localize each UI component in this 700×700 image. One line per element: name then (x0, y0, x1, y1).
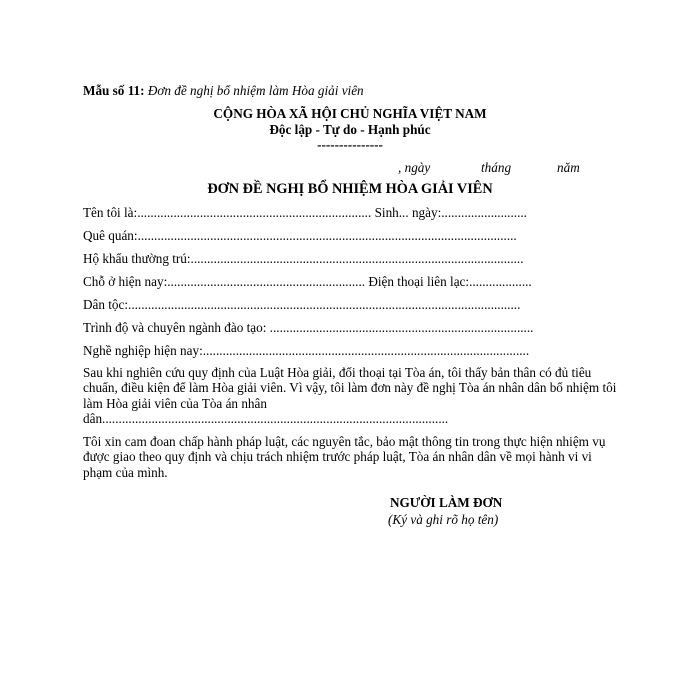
field-education: Trình độ và chuyên ngành đào tạo: ................................................................................ (83, 320, 534, 335)
form-number-label: Mẫu số 11: (83, 83, 145, 98)
nation-header: CỘNG HÒA XÃ HỘI CHỦ NGHĨA VIỆT NAM (213, 106, 487, 121)
form-number-title: Đơn đề nghị bổ nhiệm làm Hòa giải viên (147, 83, 364, 98)
field-occupation: Nghề nghiệp hiện nay:................................................................................................... (83, 343, 530, 358)
field-name: Tên tôi là:....................................................................... Sinh... ngày:.......................... (83, 205, 527, 220)
field-hometown: Quê quán:................................................................................................................... (83, 228, 517, 243)
header-separator: --------------- (317, 137, 383, 152)
commitment-paragraph: Tôi xin cam đoan chấp hành pháp luật, các nguyên tắc, bảo mật thông tin trong thực hiện nhiệm vụ được giao theo quy định và chịu trách nhiệm trước pháp luật, Tòa án nhân dân về mọi hành vi vi phạm của mình. (83, 434, 606, 480)
motto: Độc lập - Tự do - Hạnh phúc (269, 122, 431, 137)
signature-note: (Ký và ghi rõ họ tên) (388, 512, 499, 527)
date-month: tháng (481, 160, 512, 175)
document-title: ĐƠN ĐỀ NGHỊ BỔ NHIỆM HÒA GIẢI VIÊN (207, 181, 493, 197)
date-year: năm (557, 160, 580, 175)
request-paragraph: Sau khi nghiên cứu quy định của Luật Hòa giải, đối thoại tại Tòa án, tôi thấy bản thân có đủ tiêu chuẩn, điều kiện để làm Hòa giải viên. Vì vậy, tôi làm đơn này đề nghị Tòa án nhân dân bổ nhiệm tôi làm Hòa giải viên của Tòa án nhân dân......................................................................................................... (83, 365, 617, 427)
date-day: , ngày (398, 160, 431, 175)
field-current-address: Chỗ ở hiện nay:............................................................ Điện thoại liên lạc:................... (83, 274, 532, 289)
field-ethnicity: Dân tộc:....................................................................................................................... (83, 297, 521, 312)
field-permanent-residence: Hộ khẩu thường trú:..................................................................................................... (83, 251, 524, 266)
form-number (83, 83, 364, 99)
signature-title: NGƯỜI LÀM ĐƠN (390, 495, 503, 510)
